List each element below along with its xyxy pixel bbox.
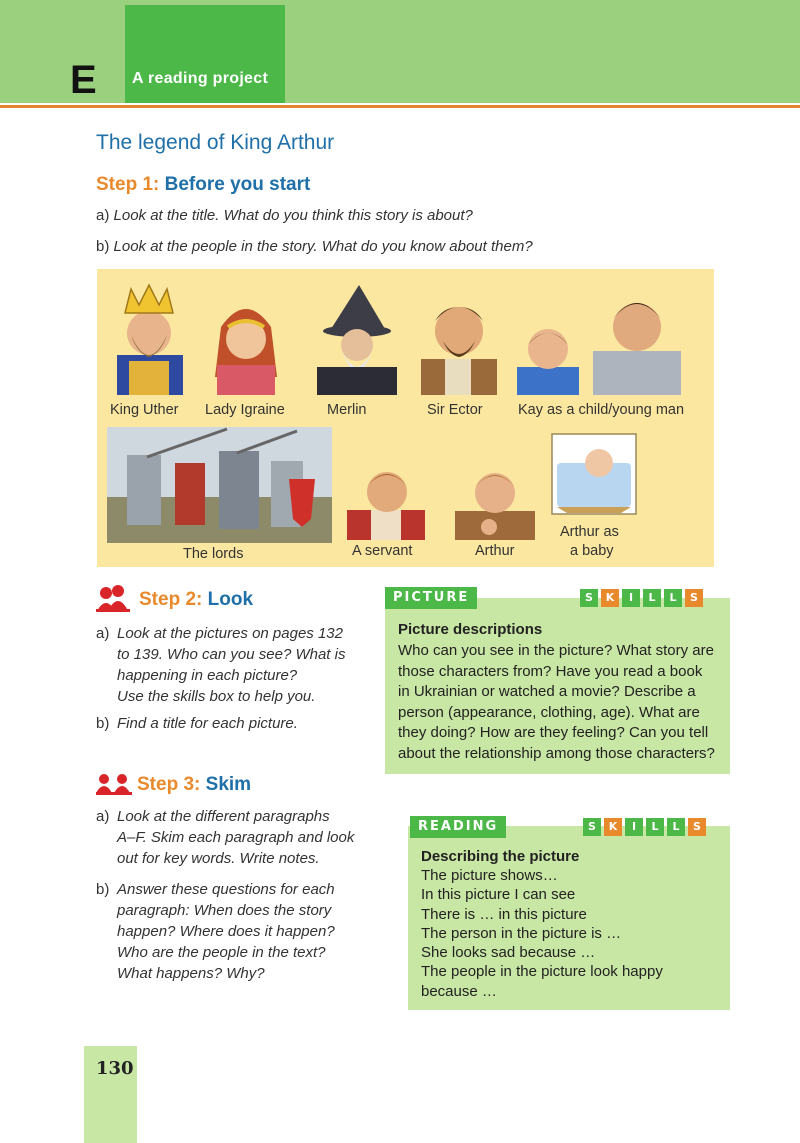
step3-item-b: Answer these questions for each paragraph: When does the story happen? Where does it happen? Who are the people in the text? What happens? Why? <box>117 881 335 982</box>
step1-item-a: a) Look at the title. What do you think this story is about? <box>96 207 473 224</box>
reading-box-text: The picture shows… In this picture I can see There is … in this picture The person in the picture is … She looks sad because … The people in the picture look happy because … <box>421 867 663 1000</box>
arthur-baby-illustration <box>551 433 637 515</box>
caption-merlin: Merlin <box>327 402 367 418</box>
header-band <box>0 0 800 103</box>
step3-item-a: Look at the different paragraphs A–F. Skim each paragraph and look out for key words. Write notes. <box>117 808 355 867</box>
page-title: The legend of King Arthur <box>96 131 335 154</box>
step1-item-b: b) Look at the people in the story. What do you know about them? <box>96 238 533 255</box>
caption-arthur-baby-1: Arthur as <box>560 524 619 540</box>
characters-panel <box>97 269 714 567</box>
arthur-illustration <box>449 465 541 540</box>
reading-skills-badge: S K I L L S <box>583 818 706 836</box>
page-number: 130 <box>96 1058 134 1079</box>
kay-child-illustration <box>513 317 583 395</box>
lady-igraine-illustration <box>201 297 291 395</box>
picture-skills-badge: S K I L L S <box>580 589 703 607</box>
step3-item-a-label: a) <box>96 808 110 825</box>
step3-heading <box>137 774 251 796</box>
picture-box-heading: Picture descriptions <box>398 621 543 638</box>
reading-box-heading: Describing the picture <box>421 848 580 865</box>
step2-item-b: Find a title for each picture. <box>117 715 298 732</box>
header-section-block <box>125 5 285 103</box>
step2-item-a: Look at the pictures on pages 132 to 139. Who can you see? What is happening in each picture? Use the skills box to help you. <box>117 625 346 705</box>
caption-servant: A servant <box>352 543 413 559</box>
lords-battle-illustration <box>107 427 332 543</box>
kay-young-man-illustration <box>585 287 689 395</box>
step1-number: Step 1: <box>96 174 160 195</box>
caption-the-lords: The lords <box>183 546 244 562</box>
step3-name: Skim <box>205 774 252 795</box>
step3-item-b-label: b) <box>96 881 110 898</box>
picture-skills-tag: PICTURE <box>385 587 477 609</box>
sir-ector-illustration <box>415 287 501 395</box>
reading-skills-tag: READING <box>410 816 506 838</box>
step2-heading <box>139 589 253 611</box>
caption-arthur-baby-2: a baby <box>570 543 614 559</box>
step1-name: Before you start <box>164 174 311 195</box>
caption-kay: Kay as a child/young man <box>518 402 685 418</box>
step3-number: Step 3: <box>137 774 201 795</box>
step3-people-icon <box>96 773 132 795</box>
step1-heading <box>96 174 310 196</box>
step2-name: Look <box>207 589 254 610</box>
section-title: A reading project <box>132 70 269 87</box>
servant-illustration <box>343 466 429 540</box>
picture-box-text: Who can you see in the picture? What story are those characters from? Have you read a book in Ukrainian or watched a movie? Describe a person (appearance, clothing, age). What are they doing? How are they feeling? Can you tell about the relationship among those characters? <box>398 642 715 762</box>
caption-arthur: Arthur <box>475 543 515 559</box>
header-rule <box>0 105 800 108</box>
caption-king-uther: King Uther <box>110 402 179 418</box>
step2-people-icon <box>96 585 130 613</box>
step2-item-b-label: b) <box>96 715 110 732</box>
step2-number: Step 2: <box>139 589 203 610</box>
step2-item-a-label: a) <box>96 625 110 642</box>
merlin-illustration <box>311 285 401 395</box>
king-uther-illustration <box>109 283 189 395</box>
caption-lady-igraine: Lady Igraine <box>205 402 285 418</box>
section-letter: E <box>70 58 97 102</box>
caption-sir-ector: Sir Ector <box>427 402 483 418</box>
